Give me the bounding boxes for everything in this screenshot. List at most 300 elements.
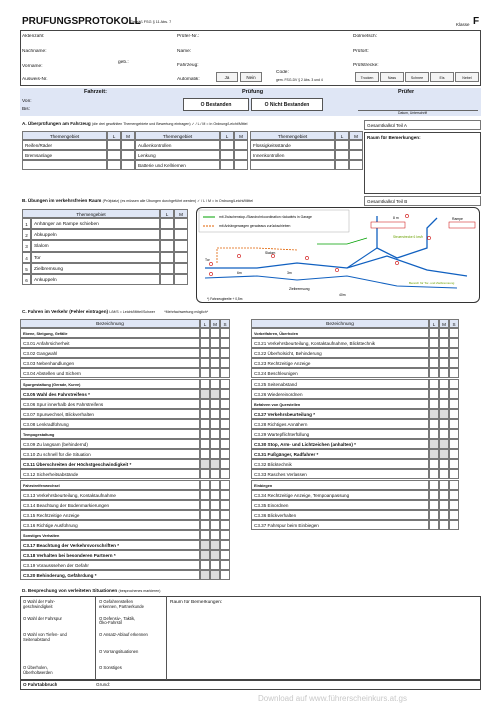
section-c-item[interactable]: C3.31 Fußgänger, Radfahrer * [251, 449, 429, 459]
section-c-note: L/M/S = Leicht/Mittel/Schwer [109, 310, 155, 314]
section-c-check[interactable] [220, 439, 230, 449]
section-c-check[interactable] [449, 429, 459, 439]
section-a-check-m[interactable] [234, 150, 248, 160]
section-b-item[interactable]: Slalom [31, 240, 160, 251]
section-c-item[interactable]: C3.26 Wiedereinordnen [251, 389, 429, 399]
section-c-check[interactable] [200, 560, 210, 570]
section-b-check-m[interactable] [174, 252, 188, 263]
section-a-item[interactable] [22, 160, 107, 170]
section-a-check-l[interactable] [107, 160, 121, 170]
section-a-check-m[interactable] [349, 160, 363, 170]
label-3m: 3m [287, 271, 292, 275]
section-c-item[interactable]: C3.35 Einordnen [251, 500, 429, 510]
section-c-item[interactable]: C3.23 Rechtzeitige Anzeige [251, 358, 429, 368]
section-c-check[interactable] [429, 490, 439, 500]
section-a-check-l[interactable] [220, 140, 234, 150]
section-c-check[interactable] [200, 540, 210, 550]
section-c-check[interactable] [220, 368, 230, 378]
section-c-check[interactable] [449, 409, 459, 419]
section-c-check[interactable] [429, 449, 439, 459]
label-40m: 40m [339, 293, 346, 297]
section-c-check[interactable] [429, 520, 439, 530]
section-d-divider-1 [95, 596, 96, 680]
section-c-check[interactable] [200, 348, 210, 358]
section-c-check [210, 429, 220, 439]
section-c-item[interactable]: C3.08 Lenkradführung [20, 419, 200, 429]
section-c-check[interactable] [439, 429, 449, 439]
section-c-check[interactable] [210, 449, 220, 459]
section-c-check[interactable] [439, 379, 449, 389]
section-c-check [439, 328, 449, 338]
section-d-option[interactable]: O Wahl von Tiefen- und Seitenabstand [23, 632, 67, 642]
pruefer-label: Prüfer [398, 89, 415, 95]
section-c-item[interactable]: C3.24 Beschleunigen [251, 368, 429, 378]
section-c-check[interactable] [429, 469, 439, 479]
section-c-check[interactable] [449, 449, 459, 459]
bemerkungen-a-box[interactable] [364, 132, 481, 194]
section-a-check-l[interactable] [335, 150, 349, 160]
section-c-check[interactable] [210, 560, 220, 570]
section-c-check[interactable] [429, 338, 439, 348]
section-d-option[interactable]: O Vorrangsituationen [99, 648, 139, 654]
section-c-check [220, 328, 230, 338]
reverse-path [217, 248, 297, 263]
section-c-check[interactable] [220, 389, 230, 399]
section-c-check [210, 480, 220, 490]
section-c-check[interactable] [220, 520, 230, 530]
section-b-check-l[interactable] [160, 263, 174, 274]
section-a-item[interactable]: Innenkontrollen [250, 150, 335, 160]
section-b-header-m: M [174, 209, 188, 218]
section-c-item[interactable]: C3.33 Rasches Verlassen [251, 469, 429, 479]
section-a-check-l[interactable] [107, 150, 121, 160]
section-c-check[interactable] [449, 510, 459, 520]
section-c-check[interactable] [449, 379, 459, 389]
section-c-check[interactable] [220, 490, 230, 500]
section-b-number: 3 [22, 240, 31, 251]
section-c-check[interactable] [449, 419, 459, 429]
section-b-item[interactable]: Ankuppeln [31, 274, 160, 285]
pruefstrecke-field[interactable]: Prüfstrecke: [353, 63, 379, 68]
section-c-item[interactable]: C3.22 Überholsicht, Behinderung [251, 348, 429, 358]
section-c-group-heading: Tempogestaltung [20, 429, 200, 439]
bemerkungen-d-label: Raum für Bemerkungen: [170, 600, 223, 605]
section-a-check-l[interactable] [107, 140, 121, 150]
section-c-check[interactable] [429, 409, 439, 419]
section-c-check[interactable] [200, 409, 210, 419]
section-d-option[interactable]: O Überholen, Überholtwerden [23, 665, 53, 675]
section-a-item[interactable]: Reifen/Räder [22, 140, 107, 150]
section-c-check[interactable] [200, 520, 210, 530]
section-d-title: D. Besprechung von verleiteten Situationen (besprochenes markieren) [22, 588, 161, 593]
section-c-check[interactable] [429, 368, 439, 378]
section-c-check[interactable] [439, 368, 449, 378]
section-c-check[interactable] [429, 439, 439, 449]
section-c-check[interactable] [210, 520, 220, 530]
section-c-item[interactable]: C3.36 Blickverhalten [251, 510, 429, 520]
section-a-check-l[interactable] [220, 160, 234, 170]
section-c-check[interactable] [439, 348, 449, 358]
section-c-item[interactable]: C3.13 Verkehrsbeurteilung, Kontaktaufnahme [20, 490, 200, 500]
section-a-header-m: M [234, 131, 248, 140]
section-c-check[interactable] [220, 540, 230, 550]
section-a-item[interactable]: Bremsanlage [22, 150, 107, 160]
teil-a-box[interactable]: Gesamtkalkül Teil A [364, 120, 481, 130]
nicht-bestanden-option[interactable]: O Nicht Bestanden [251, 98, 323, 111]
section-c-check [429, 399, 439, 409]
section-c-item[interactable]: C3.37 Fahrspur beim Einbiegen [251, 520, 429, 530]
birthdate-field[interactable]: geb.: [118, 60, 129, 65]
section-c-check[interactable] [210, 399, 220, 409]
code-note: gem. FSG-DV § 2 Abs. 3 und 4 [276, 78, 323, 82]
aktenzahl-field[interactable]: Aktenzahl: [22, 34, 45, 39]
cone [209, 262, 212, 265]
section-c-check[interactable] [449, 368, 459, 378]
section-c-check[interactable] [200, 490, 210, 500]
section-c-check[interactable] [220, 500, 230, 510]
section-c-item[interactable]: C3.32 Blicktechnik [251, 459, 429, 469]
section-c-item[interactable]: C3.11 Überschreiten der Höchstgeschwindigkeit * [20, 459, 200, 469]
section-a-item[interactable]: Außenkontrollen [135, 140, 220, 150]
section-b-check-m[interactable] [174, 229, 188, 240]
section-b-check-m[interactable] [174, 218, 188, 229]
section-c-check[interactable] [210, 570, 220, 580]
section-a-check-m[interactable] [234, 160, 248, 170]
section-c-check[interactable] [439, 500, 449, 510]
section-c-check[interactable] [439, 510, 449, 520]
route-path-2 [205, 256, 467, 276]
section-b-check-l[interactable] [160, 252, 174, 263]
section-c-check[interactable] [220, 570, 230, 580]
section-c-check[interactable] [449, 358, 459, 368]
section-c-check[interactable] [439, 389, 449, 399]
section-c-item[interactable]: C3.29 Wartepflichterfüllung [251, 429, 429, 439]
grund-field[interactable]: Grund: [96, 682, 111, 687]
course-diagram-svg [197, 208, 480, 303]
section-c-check[interactable] [200, 459, 210, 469]
section-c-check[interactable] [439, 469, 449, 479]
section-c-check[interactable] [200, 550, 210, 560]
fahrzeug-field[interactable]: Fahrzeug: [177, 63, 199, 68]
section-b-header-l: L [160, 209, 174, 218]
section-c-check[interactable] [220, 348, 230, 358]
section-c-check [200, 480, 210, 490]
section-a-item[interactable] [250, 160, 335, 170]
section-c-check[interactable] [210, 348, 220, 358]
section-b-item[interactable]: Abkuppeln [31, 229, 160, 240]
section-c-check[interactable] [210, 510, 220, 520]
section-c-check[interactable] [220, 409, 230, 419]
von-field[interactable]: Von: [22, 99, 32, 104]
section-c-check[interactable] [210, 490, 220, 500]
section-c-check[interactable] [439, 358, 449, 368]
section-c-check[interactable] [210, 439, 220, 449]
section-c-item[interactable]: C3.28 Richtiges Annähern [251, 419, 429, 429]
section-c-check[interactable] [210, 368, 220, 378]
label-slalom: Slalom [265, 251, 276, 255]
section-c-group-heading: Sonstiges Verhalten [20, 530, 200, 540]
road-condition-button[interactable]: Schnee [405, 72, 429, 82]
legend-text-2: mit Anhängerwagen geradeaus zurückschieben [219, 224, 291, 228]
section-c-check[interactable] [449, 469, 459, 479]
section-b-item[interactable]: Anhänger an Rampe schieben [31, 218, 160, 229]
automatik-nein-button[interactable]: Nein [240, 72, 262, 82]
section-a-check-l[interactable] [335, 160, 349, 170]
section-c-check[interactable] [220, 550, 230, 560]
section-a-header-m: M [121, 131, 135, 140]
section-c-item[interactable]: C3.06 Spur innerhalb des Fahrstreifens [20, 399, 200, 409]
section-c-check[interactable] [449, 348, 459, 358]
section-a-check-m[interactable] [121, 150, 135, 160]
bestanden-option[interactable]: O Bestanden [183, 98, 249, 111]
section-c-header-m: M [210, 319, 220, 328]
section-b-title: B. Übungen im verkehrsfreien Raum (Prüfplatz) (es müssen alle Übungen durchgeführt werden) ✓ / L / M = in Ordnung/Leicht/Mittel [22, 198, 254, 203]
section-c-item[interactable]: C3.09 Zu langsam (behindernd) [20, 439, 200, 449]
section-c-check[interactable] [429, 379, 439, 389]
section-c-check[interactable] [439, 439, 449, 449]
section-c-item[interactable]: C3.07 Spurwechsel, Blickverhalten [20, 409, 200, 419]
section-c-check[interactable] [429, 358, 439, 368]
section-a-note: (die drei gewählten Themengebiete und Bewertung eintragen) ✓ / L / M = in Ordnung/Leicht/Mittel [91, 122, 248, 126]
section-b-check-l[interactable] [160, 218, 174, 229]
pruefer-nr-field[interactable]: Prüfer-Nr.: [177, 34, 200, 39]
section-b-header: Themengebiet [22, 209, 160, 218]
section-c-check[interactable] [429, 419, 439, 429]
section-c-check[interactable] [449, 439, 459, 449]
road-condition-button[interactable]: Eis [430, 72, 454, 82]
section-c-item[interactable]: C3.21 Verkehrsbeurteilung, Kontaktaufnahme, Blickttechnik [251, 338, 429, 348]
section-b-check-l[interactable] [160, 274, 174, 285]
section-c-check[interactable] [439, 520, 449, 530]
section-b-check-m[interactable] [174, 240, 188, 251]
section-d-option[interactable]: O Wahl der Fahr- geschwindigkeit [23, 599, 56, 609]
section-c-header-s: S [220, 319, 230, 328]
section-c-check[interactable] [220, 338, 230, 348]
section-c-check[interactable] [210, 389, 220, 399]
section-a-check-m[interactable] [121, 140, 135, 150]
section-c-check[interactable] [210, 338, 220, 348]
section-c-check[interactable] [439, 419, 449, 429]
section-b-check-l[interactable] [160, 229, 174, 240]
code-field[interactable]: Code: [276, 70, 289, 75]
cone [395, 261, 398, 264]
section-c-check[interactable] [220, 469, 230, 479]
section-b-check-l[interactable] [160, 240, 174, 251]
section-c-check[interactable] [449, 338, 459, 348]
section-c-check[interactable] [220, 399, 230, 409]
section-c-check[interactable] [429, 348, 439, 358]
section-b-number: 4 [22, 252, 31, 263]
section-c-check[interactable] [439, 459, 449, 469]
fahrtabbruch-option[interactable]: O Fahrtabbruch [23, 682, 58, 687]
nachname-field[interactable]: Nachname: [22, 49, 47, 54]
bis-field[interactable]: Bis: [22, 107, 30, 112]
section-c-check[interactable] [449, 520, 459, 530]
section-c-item[interactable]: C3.18 Verhalten bei besonderen Partnern * [20, 550, 200, 560]
section-d-option[interactable]: O Gefahrenstellen erkennen, Partnerkunde [99, 599, 144, 609]
section-c-check [439, 480, 449, 490]
diagram-legend-box [199, 210, 349, 232]
course-diagram [196, 207, 480, 303]
section-a-item[interactable]: Batterie und Kellriemen [135, 160, 220, 170]
rampe-box [449, 222, 475, 228]
section-a-title: A. Überprüfungen am Fahrzeug (die drei gewählten Themengebiete und Bewertung eintragen) ✓ / L / M = in Ordnung/Leicht/Mittel [22, 121, 248, 126]
section-b-check-m[interactable] [174, 263, 188, 274]
teil-b-box[interactable]: Gesamtkalkül Teil B [364, 196, 481, 206]
section-c-check[interactable] [200, 368, 210, 378]
section-c-check[interactable] [449, 490, 459, 500]
section-c-check[interactable] [439, 338, 449, 348]
section-b-item[interactable]: Tor [31, 252, 160, 263]
section-c-item[interactable]: C3.03 Nebenhandlungen [20, 358, 200, 368]
dolmetsch-field[interactable]: Dolmetsch: [353, 34, 377, 39]
section-c-check[interactable] [200, 500, 210, 510]
section-c-check[interactable] [210, 500, 220, 510]
section-a-check-m[interactable] [234, 140, 248, 150]
section-c-check[interactable] [200, 570, 210, 580]
section-c-check[interactable] [220, 449, 230, 459]
section-c-check[interactable] [429, 429, 439, 439]
section-a-header-m: M [349, 131, 363, 140]
section-c-group-heading: Spurgestaltung (Gerade, Kurve) [20, 379, 200, 389]
section-c-check[interactable] [200, 439, 210, 449]
section-a-check-l[interactable] [220, 150, 234, 160]
section-c-check[interactable] [429, 459, 439, 469]
section-c-check[interactable] [200, 358, 210, 368]
vorname-field[interactable]: Vorname: [22, 64, 43, 69]
section-c-check[interactable] [429, 500, 439, 510]
section-d-option[interactable]: O Sonstiges [99, 665, 122, 670]
section-c-check [220, 429, 230, 439]
section-c-item[interactable]: C3.19 Vorausssehen der Gefahr [20, 560, 200, 570]
section-c-check[interactable] [439, 409, 449, 419]
section-a-header-l: L [107, 131, 121, 140]
section-c-check[interactable] [200, 469, 210, 479]
section-c-item[interactable]: C3.01 Anfahrsicherheit [20, 338, 200, 348]
section-c-check [429, 480, 439, 490]
section-c-check[interactable] [200, 399, 210, 409]
section-c-check [449, 480, 459, 490]
section-a-header: Themengebiet [22, 131, 107, 140]
section-c-check[interactable] [429, 510, 439, 520]
section-c-header-l: L [429, 319, 439, 328]
section-c-check[interactable] [220, 459, 230, 469]
section-c-check[interactable] [220, 358, 230, 368]
section-b-item[interactable]: Zielbremsung [31, 263, 160, 274]
section-c-check[interactable] [220, 510, 230, 520]
section-c-item[interactable]: C3.20 Behinderung, Gefährdung * [20, 570, 200, 580]
section-c-check[interactable] [220, 419, 230, 429]
section-d-option[interactable]: O Defensiv-, Taktik, Öko-Fahrstil [99, 615, 136, 626]
section-c-item[interactable]: C3.27 Verkehrsbeurteilung * [251, 409, 429, 419]
section-c-check[interactable] [449, 459, 459, 469]
section-c-item[interactable]: C3.05 Wahl des Fahrstreifens * [20, 389, 200, 399]
section-c-check[interactable] [429, 389, 439, 399]
section-c-check[interactable] [449, 500, 459, 510]
label-6m: 6m [237, 271, 242, 275]
section-c-item[interactable]: C3.16 Richtige Ausführung [20, 520, 200, 530]
section-c-check [210, 328, 220, 338]
section-c-check [200, 379, 210, 389]
road-condition-button[interactable]: Nebel [455, 72, 479, 82]
section-c-check[interactable] [200, 389, 210, 399]
section-c-check[interactable] [210, 419, 220, 429]
section-c-group-heading: Vorbeifahren, Überholen [251, 328, 429, 338]
cone [209, 272, 212, 275]
section-c-check[interactable] [210, 459, 220, 469]
section-a-check-m[interactable] [349, 150, 363, 160]
section-c-header-l: L [200, 319, 210, 328]
garage-path [317, 238, 367, 244]
section-c-check[interactable] [439, 490, 449, 500]
section-a-check-m[interactable] [121, 160, 135, 170]
section-c-header: Bezeichnung [251, 319, 429, 328]
cone [405, 214, 408, 217]
section-a-item[interactable]: Lenkung [135, 150, 220, 160]
road-condition-button[interactable]: Trocken [355, 72, 379, 82]
section-b-number: 1 [22, 218, 31, 229]
watermark: Download auf www.führerscheinkurs.at.gs [258, 694, 407, 703]
diagram-footer: *) Fahrzeugbreite + 0,5m [207, 297, 243, 301]
section-c-item[interactable]: C3.02 Gangwahl [20, 348, 200, 358]
ausweis-field[interactable]: Ausweis-Nr. [22, 77, 48, 82]
section-a-item[interactable]: Flüssigkeitsstände [250, 140, 335, 150]
section-c-check [429, 328, 439, 338]
legend-text-1: mit Zwischenstop-/Standrohrkoordination rückwärts in Garage [219, 215, 312, 219]
section-c-item[interactable]: C3.04 Abstellen und Sichern [20, 368, 200, 378]
section-c-item[interactable]: C3.12 Sicherheitsabstände [20, 469, 200, 479]
section-c-check[interactable] [449, 389, 459, 399]
section-c-item[interactable]: C3.10 Zu schnell für die Situation [20, 449, 200, 459]
section-a-check-l[interactable] [335, 140, 349, 150]
section-c-check [200, 429, 210, 439]
section-d-option[interactable]: O Ansatz-Ablauf erkennen [99, 632, 148, 637]
section-c-item[interactable]: C3.30 Stop, Arm- und Lichtzeichen (anhalten) * [251, 439, 429, 449]
pruefer-name-field[interactable]: Name: [177, 49, 192, 54]
section-c-check[interactable] [439, 449, 449, 459]
section-c-note2: *Mehrfachwertung möglich* [164, 310, 209, 314]
section-c-check [220, 379, 230, 389]
pruefort-field[interactable]: Prüfort: [353, 49, 369, 54]
section-c-check[interactable] [200, 510, 210, 520]
road-condition-button[interactable]: Nass [380, 72, 404, 82]
section-c-check[interactable] [220, 560, 230, 570]
section-c-item[interactable]: C3.34 Rechtzeitige Anzeige, Tempoanpassung [251, 490, 429, 500]
section-c-check[interactable] [200, 449, 210, 459]
automatik-label: Automatik: [177, 77, 200, 82]
section-c-check[interactable] [200, 338, 210, 348]
section-c-item[interactable]: C3.15 Rechtzeitige Anzeige [20, 510, 200, 520]
section-c-item[interactable]: C3.25 Seitenabstand [251, 379, 429, 389]
section-c-check[interactable] [210, 409, 220, 419]
section-c-check[interactable] [200, 419, 210, 429]
section-b-check-m[interactable] [174, 274, 188, 285]
section-c-check[interactable] [210, 469, 220, 479]
section-c-check[interactable] [210, 358, 220, 368]
bemerkungen-a-label: Raum für Bemerkungen: [367, 135, 421, 140]
section-c-check[interactable] [210, 540, 220, 550]
section-d-option[interactable]: O Wahl der Fahrspur [23, 615, 62, 621]
section-c-check [449, 399, 459, 409]
section-c-check [210, 530, 220, 540]
section-a-check-m[interactable] [349, 140, 363, 150]
section-c-item[interactable]: C3.17 Beachtung der Verkehrsvorschriften * [20, 540, 200, 550]
form-title: PRÜFUNGSPROTOKOLL [22, 16, 141, 27]
section-c-item[interactable]: C3.14 Beachtung der Bodenmarkierungen [20, 500, 200, 510]
automatik-ja-button[interactable]: Ja [216, 72, 238, 82]
section-c-check[interactable] [210, 550, 220, 560]
cone [305, 256, 308, 259]
